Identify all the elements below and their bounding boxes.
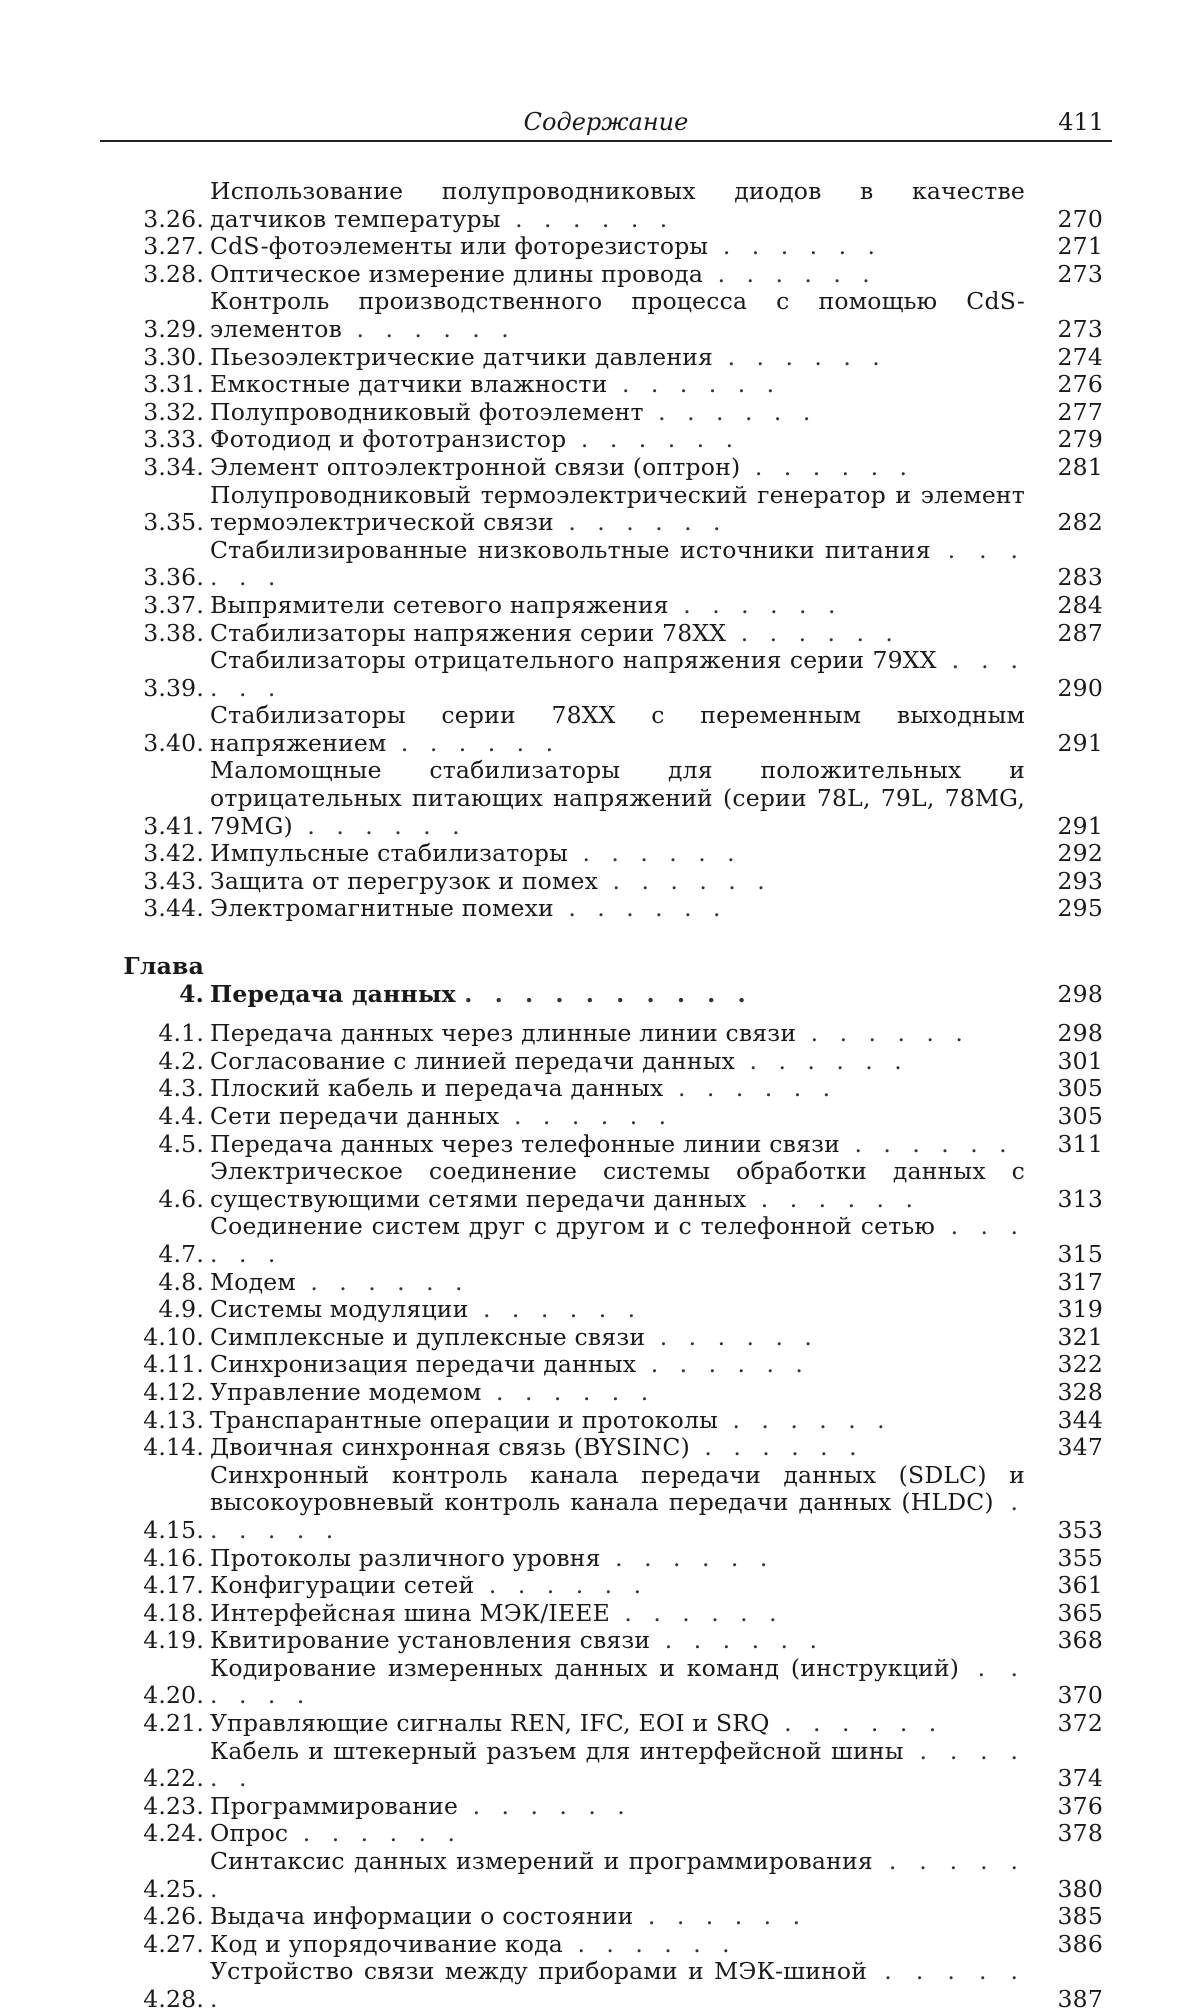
entry-title: Пьезоэлектрические датчики давления . . . . . .: [210, 342, 887, 371]
entry-title: Использование полупроводниковых диодов в качестве датчиков температуры . . . . . .: [210, 177, 1025, 233]
leader-dots: . . . . . .: [468, 1295, 643, 1324]
entry-number: 3.29.: [143, 314, 204, 343]
entry-page: 313: [1057, 1184, 1103, 1213]
entry-page: 277: [1057, 397, 1103, 426]
leader-dots: . . . . . .: [499, 1102, 674, 1130]
entry-number: 3.44.: [143, 894, 204, 923]
entry-number: 4.23.: [143, 1791, 204, 1820]
leader-dots: . . . . . .: [607, 370, 782, 399]
toc-entry: [92, 1048, 1112, 1076]
entry-number: 4.19.: [143, 1626, 204, 1655]
entry-page: 317: [1057, 1267, 1103, 1296]
entry-number: 4.9.: [158, 1295, 204, 1324]
entry-page: 372: [1057, 1709, 1103, 1738]
entry-page: 361: [1057, 1571, 1103, 1600]
entry-number: 3.26.: [143, 204, 204, 233]
leader-dots: . . . . . .: [703, 259, 877, 288]
toc-entry: [92, 840, 1112, 868]
entry-page: 284: [1057, 590, 1103, 619]
toc-entry: [92, 371, 1112, 399]
entry-number: 4.22.: [143, 1764, 204, 1793]
toc-entry: [92, 288, 1112, 343]
entry-title: Защита от перегрузок и помех . . . . . .: [210, 866, 772, 895]
section-3-entries: [92, 178, 1112, 923]
leader-dots: . . . . . .: [740, 452, 914, 481]
toc-entry: [92, 1379, 1112, 1407]
leader-dots: . . . . . .: [288, 1819, 462, 1848]
entry-number: 3.36.: [143, 563, 204, 592]
entry-page: 283: [1057, 563, 1103, 592]
leader-dots: . . . . . .: [735, 1046, 909, 1075]
entry-title: Оптическое измерение длины провода . . . . . .: [210, 259, 877, 288]
leader-dots: . . . . . .: [726, 618, 900, 647]
toc-entry: [92, 1351, 1112, 1379]
entry-title: Стабилизированные низковольтные источники питания . . . . . .: [210, 535, 1025, 592]
toc-entry: [92, 1600, 1112, 1628]
leader-dots: . . . . . .: [295, 1267, 470, 1296]
toc-entry: [92, 1269, 1112, 1297]
leader-dots: . . . . . .: [386, 728, 561, 757]
toc-entry: [92, 1434, 1112, 1462]
entry-number: 4.5.: [158, 1129, 204, 1158]
leader-dots: . . . . . .: [643, 397, 818, 426]
entry-page: 295: [1057, 894, 1103, 923]
entry-number: 4.15.: [143, 1515, 204, 1544]
entry-title: Передача данных через длинные линии связи . . . . . .: [210, 1019, 970, 1048]
entry-title: Протоколы различного уровня . . . . . .: [210, 1543, 775, 1572]
toc-entry: [92, 261, 1112, 289]
entry-number: 4.28.: [143, 1985, 204, 2013]
entry-title: Двоичная синхронная связь (BYSINC) . . . . . .: [210, 1433, 864, 1462]
leader-dots: . . . . . .: [746, 1184, 920, 1213]
leader-dots: . . . . . .: [708, 232, 882, 261]
entry-title: Конфигурации сетей . . . . . .: [210, 1571, 649, 1600]
entry-page: 293: [1057, 866, 1103, 895]
leader-dots: . . . . . .: [769, 1709, 944, 1738]
entry-title: Плоский кабель и передача данных . . . . . .: [210, 1074, 838, 1103]
entry-number: 3.27.: [143, 232, 204, 261]
entry-page: 386: [1057, 1929, 1103, 1958]
entry-number: 4.26.: [143, 1902, 204, 1931]
entry-page: 387: [1057, 1985, 1103, 2013]
toc-entry: [92, 1324, 1112, 1352]
leader-dots: . . . . . .: [633, 1902, 808, 1931]
entry-number: 4.3.: [158, 1074, 204, 1103]
toc-entry: [92, 537, 1112, 592]
toc-entry: [92, 895, 1112, 923]
entry-number: 4.6.: [158, 1184, 204, 1213]
entry-number: 4.25.: [143, 1874, 204, 1903]
entry-number: 4.1.: [158, 1019, 204, 1048]
toc-entry: [92, 1213, 1112, 1268]
entry-number: 3.37.: [143, 590, 204, 619]
entry-title: Стабилизаторы напряжения серии 78XX . . . . . .: [210, 618, 900, 647]
entry-title: Интерфейсная шина МЭК/IEEE . . . . . .: [210, 1598, 784, 1627]
entry-page: 380: [1057, 1874, 1103, 1903]
leader-dots: . . . . . .: [210, 1736, 1025, 1793]
leader-dots: . . . . . .: [713, 342, 887, 371]
entry-page: 273: [1057, 259, 1103, 288]
toc-entry: [92, 1075, 1112, 1103]
page-number: 411: [1058, 108, 1104, 136]
entry-page: 287: [1057, 618, 1103, 647]
entry-title: Контроль производственного процесса с помощью CdS-элементов . . . . . .: [210, 287, 1025, 343]
entry-number: 3.33.: [143, 425, 204, 454]
toc-entry: [92, 647, 1112, 702]
entry-page: 274: [1057, 342, 1103, 371]
toc-entry: [92, 178, 1112, 233]
entry-title: Полупроводниковый фотоэлемент . . . . . .: [210, 397, 818, 426]
entry-title: Системы модуляции . . . . . .: [210, 1295, 643, 1324]
entry-page: 328: [1057, 1377, 1103, 1406]
entry-title: Устройство связи между приборами и МЭК-шиной . . . . . .: [210, 1957, 1026, 2013]
entry-page: 353: [1057, 1515, 1103, 1544]
leader-dots: . . . . . .: [210, 1653, 1025, 1710]
entry-title: Модем . . . . . .: [210, 1267, 470, 1296]
leader-dots: . . . . . .: [210, 1847, 1025, 1903]
entry-number: 4.24.: [143, 1819, 204, 1848]
toc-entry: [92, 1131, 1112, 1159]
entry-number: 4.7.: [158, 1239, 204, 1268]
toc-entry: [92, 1710, 1112, 1738]
entry-title: Управление модемом . . . . . .: [210, 1377, 656, 1406]
entry-title: Передача данных через телефонные линии связи . . . . . .: [210, 1129, 1014, 1158]
entry-page: 282: [1057, 508, 1103, 537]
leader-dots: . . . . . .: [600, 1543, 775, 1572]
leader-dots: . . . . . .: [553, 894, 728, 923]
leader-dots: . . . . . .: [292, 811, 467, 840]
entry-title: Симплексные и дуплексные связи . . . . . .: [210, 1322, 819, 1351]
leader-dots: . . . . . .: [458, 1791, 632, 1820]
running-title: Содержание: [523, 108, 689, 136]
entry-page: 311: [1057, 1129, 1103, 1158]
toc-entry: [92, 1103, 1112, 1131]
entry-page: 291: [1057, 811, 1103, 840]
leader-dots: . . . . . .: [609, 1598, 784, 1627]
leader-dots: . . . . . .: [481, 1377, 656, 1406]
entry-title: Маломощные стабилизаторы для положительных и отрицательных питающих напряжений (серии 78L, 79L, 78MG, 79MG) . . . . . .: [210, 756, 1025, 840]
entry-title: Квитирование установления связи . . . . . .: [210, 1626, 824, 1655]
toc-entry: [92, 399, 1112, 427]
entry-page: 374: [1057, 1764, 1103, 1793]
chapter-page: 298: [1057, 979, 1103, 1008]
leader-dots: . . . . . .: [645, 1322, 819, 1351]
leader-dots: . . . . . .: [717, 1405, 892, 1434]
entry-title: Опрос . . . . . .: [210, 1819, 462, 1848]
toc-entry: [92, 620, 1112, 648]
table-of-contents: [92, 178, 1112, 2014]
toc-entry: [92, 1407, 1112, 1435]
entry-number: 3.32.: [143, 397, 204, 426]
entry-page: 368: [1057, 1626, 1103, 1655]
entry-page: 319: [1057, 1295, 1103, 1324]
entry-title: Импульсные стабилизаторы . . . . . .: [210, 839, 742, 868]
chapter-label: Глава 4.: [123, 952, 204, 1008]
entry-number: 3.42.: [143, 839, 204, 868]
entry-title: Соединение систем друг с другом и с телефонной сетью . . . . . .: [210, 1212, 1025, 1268]
leader-dots: . . . . . .: [636, 1350, 810, 1379]
entry-number: 4.14.: [143, 1433, 204, 1462]
entry-number: 4.12.: [143, 1377, 204, 1406]
toc-entry: [92, 1545, 1112, 1573]
toc-entry: [92, 1903, 1112, 1931]
chapter-4-heading: [92, 953, 1112, 1008]
toc-entry: [92, 1793, 1112, 1821]
entry-page: 376: [1057, 1791, 1103, 1820]
entry-title: Синтаксис данных измерений и программирования . . . . . .: [210, 1847, 1025, 1903]
leader-dots: . . . . . .: [210, 1212, 1025, 1268]
entry-page: 344: [1057, 1405, 1103, 1434]
entry-title: Емкостные датчики влажности . . . . . .: [210, 370, 782, 399]
entry-page: 291: [1057, 728, 1103, 757]
leader-dots: . . . . . .: [566, 425, 741, 454]
entry-number: 3.28.: [143, 259, 204, 288]
entry-page: 378: [1057, 1819, 1103, 1848]
entry-number: 4.2.: [158, 1046, 204, 1075]
entry-title: Электромагнитные помехи . . . . . .: [210, 894, 728, 923]
leader-dots: . . . . . .: [689, 1433, 864, 1462]
leader-dots: . . . . . .: [210, 646, 1025, 702]
entry-page: 305: [1057, 1102, 1103, 1130]
toc-entry: [92, 1958, 1112, 2013]
entry-number: 4.21.: [143, 1709, 204, 1738]
entry-number: 3.39.: [143, 673, 204, 702]
entry-number: 3.34.: [143, 452, 204, 481]
entry-number: 3.30.: [143, 342, 204, 371]
entry-number: 3.31.: [143, 370, 204, 399]
leader-dots: . . . . . .: [663, 1074, 838, 1103]
leader-dots: . . . . . .: [210, 535, 1025, 592]
entry-number: 4.10.: [143, 1322, 204, 1351]
leader-dots: . . . . . .: [553, 508, 728, 537]
entry-page: 281: [1057, 452, 1103, 481]
toc-entry: [92, 1931, 1112, 1959]
entry-page: 292: [1057, 839, 1103, 868]
leader-dots: . . . . . .: [598, 866, 772, 895]
leader-dots: . . . . . .: [668, 590, 843, 619]
chapter-title: Передача данных . . . . . . . . . .: [210, 979, 753, 1008]
entry-number: 4.17.: [143, 1571, 204, 1600]
leader-dots: . . . . . .: [563, 1929, 737, 1958]
entry-page: 315: [1057, 1239, 1103, 1268]
entry-title: Стабилизаторы отрицательного напряжения серии 79XX . . . . . .: [210, 646, 1025, 702]
toc-entry: [92, 592, 1112, 620]
entry-page: 321: [1057, 1322, 1103, 1351]
entry-page: 385: [1057, 1902, 1103, 1931]
section-4-entries: [92, 1020, 1112, 2013]
toc-entry: [92, 426, 1112, 454]
leader-dots: . . . . . .: [840, 1129, 1014, 1158]
toc-entry: [92, 1655, 1112, 1710]
toc-entry: [92, 1462, 1112, 1545]
leader-dots: . . . . . .: [568, 839, 742, 868]
entry-number: 4.16.: [143, 1543, 204, 1572]
toc-entry: [92, 1820, 1112, 1848]
entry-title: Фотодиод и фототранзистор . . . . . .: [210, 425, 741, 454]
entry-page: 276: [1057, 370, 1103, 399]
leader-dots: . . . . . .: [796, 1019, 970, 1048]
entry-title: Выдача информации о состоянии . . . . . .: [210, 1902, 808, 1931]
entry-page: 301: [1057, 1046, 1103, 1075]
toc-entry: [92, 1572, 1112, 1600]
leader-dots: . . . . . .: [650, 1626, 824, 1655]
entry-page: 347: [1057, 1433, 1103, 1462]
entry-number: 3.35.: [143, 508, 204, 537]
leader-dots: . . . . . .: [210, 1957, 1026, 2013]
page-header: [100, 104, 1112, 142]
toc-entry: [92, 1627, 1112, 1655]
entry-title: Кодирование измеренных данных и команд (инструкций) . . . . . .: [210, 1653, 1025, 1710]
entry-title: Сети передачи данных . . . . . .: [210, 1102, 674, 1130]
entry-number: 3.40.: [143, 728, 204, 757]
toc-entry: [92, 757, 1112, 840]
entry-number: 3.38.: [143, 618, 204, 647]
entry-page: 355: [1057, 1543, 1103, 1572]
chapter-gap: [92, 923, 1112, 953]
toc-entry: [92, 1296, 1112, 1324]
entry-title: Транспарантные операции и протоколы . . . . . .: [210, 1405, 892, 1434]
entry-title: Элемент оптоэлектронной связи (оптрон) . . . . . .: [210, 452, 914, 481]
toc-entry: [92, 454, 1112, 482]
entry-number: 4.4.: [158, 1102, 204, 1130]
toc-entry: [92, 344, 1112, 372]
leader-dots: . . . . . .: [342, 314, 516, 343]
entry-title: Полупроводниковый термоэлектрический генератор и элемент термоэлектрической связи . . . . . .: [210, 480, 1025, 537]
toc-entry: [92, 702, 1112, 757]
entry-page: 270: [1057, 204, 1103, 233]
entry-page: 290: [1057, 673, 1103, 702]
entry-page: 305: [1057, 1074, 1103, 1103]
entry-title: Программирование . . . . . .: [210, 1791, 632, 1820]
toc-entry: [92, 482, 1112, 537]
entry-number: 4.18.: [143, 1598, 204, 1627]
entry-number: 4.13.: [143, 1405, 204, 1434]
entry-title: Кабель и штекерный разъем для интерфейсной шины . . . . . .: [210, 1736, 1025, 1793]
entry-title: Код и упорядочивание кода . . . . . .: [210, 1929, 737, 1958]
toc-entry: [92, 1848, 1112, 1903]
toc-entry: [92, 1158, 1112, 1213]
entry-title: CdS-фотоэлементы или фоторезисторы . . . . . .: [210, 232, 882, 261]
entry-title: Стабилизаторы серии 78XX с переменным выходным напряжением . . . . . .: [210, 701, 1025, 757]
entry-number: 4.20.: [143, 1681, 204, 1710]
toc-entry: [92, 1738, 1112, 1793]
toc-entry: [92, 233, 1112, 261]
entry-title: Синхронизация передачи данных . . . . . .: [210, 1350, 810, 1379]
entry-title: Выпрямители сетевого напряжения . . . . . .: [210, 590, 843, 619]
entry-page: 279: [1057, 425, 1103, 454]
entry-page: 322: [1057, 1350, 1103, 1379]
entry-number: 3.41.: [143, 811, 204, 840]
entry-title: Согласование с линией передачи данных . . . . . .: [210, 1046, 909, 1075]
toc-entry: [92, 868, 1112, 896]
toc-entry: [92, 1020, 1112, 1048]
entry-number: 4.8.: [158, 1267, 204, 1296]
entry-page: 370: [1057, 1681, 1103, 1710]
leader-dots: . . . . . .: [500, 204, 675, 233]
leader-dots: . . . . . .: [474, 1571, 649, 1600]
entry-number: 4.11.: [143, 1350, 204, 1379]
entry-page: 271: [1057, 232, 1103, 261]
entry-title: Управляющие сигналы REN, IFC, EOI и SRQ . . . . . .: [210, 1709, 944, 1738]
leader-dots: . . . . . .: [210, 1488, 1025, 1544]
entry-title: Электрическое соединение системы обработки данных с существующими сетями передачи данных . . . . . .: [210, 1157, 1025, 1213]
entry-page: 273: [1057, 314, 1103, 343]
entry-title: Синхронный контроль канала передачи данных (SDLC) и высокоуровневый контроль канала передачи данных (HLDC) . . . . . .: [210, 1460, 1025, 1544]
entry-page: 298: [1057, 1019, 1103, 1048]
entry-number: 3.43.: [143, 866, 204, 895]
entry-number: 4.27.: [143, 1929, 204, 1958]
entry-page: 365: [1057, 1598, 1103, 1627]
